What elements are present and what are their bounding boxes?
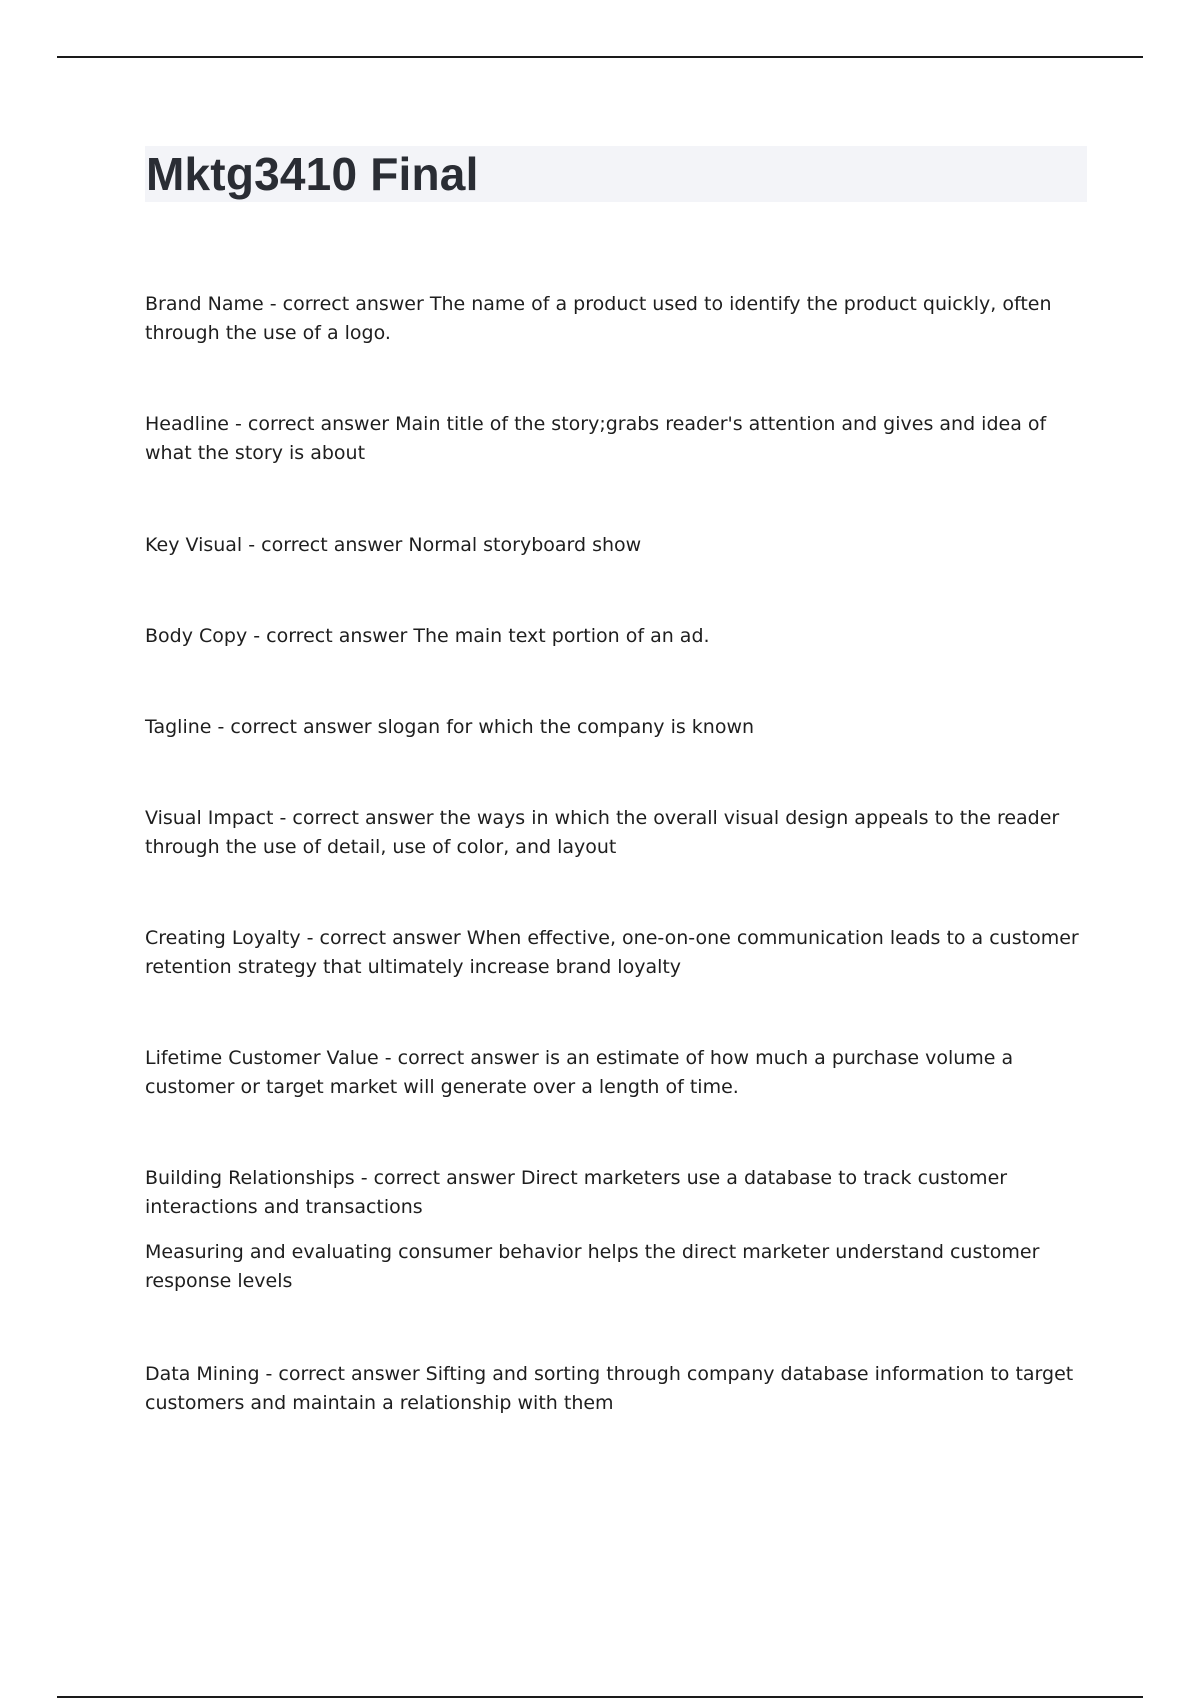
entry-body-copy: Body Copy - correct answer The main text portion of an ad. — [145, 625, 710, 647]
entry-building-relationships — [145, 1164, 1090, 1296]
page-title: Mktg3410 Final — [146, 148, 479, 200]
entry-lifetime-customer-value: Lifetime Customer Value - correct answer is an estimate of how much a purchase volume a customer or target market will generate over a length of time. — [145, 1047, 1014, 1098]
top-rule — [57, 56, 1143, 58]
entry-data-mining: Data Mining - correct answer Sifting and sorting through company database information to target customers and maintain a relationship with them — [145, 1363, 1074, 1414]
bottom-rule — [57, 1696, 1143, 1698]
entry-headline: Headline - correct answer Main title of the story;grabs reader's attention and gives and idea of what the story is about — [145, 413, 1047, 464]
entry-key-visual: Key Visual - correct answer Normal storyboard show — [145, 534, 642, 556]
entry-brand-name: Brand Name - correct answer The name of a product used to identify the product quickly, often through the use of a logo. — [145, 293, 1052, 344]
entry-building-relationships-text: Building Relationships - correct answer Direct marketers use a database to track customer interactions and transactions — [145, 1167, 1008, 1218]
entry-building-relationships-extra: Measuring and evaluating consumer behavior helps the direct marketer understand customer response levels — [145, 1241, 1040, 1292]
entry-creating-loyalty: Creating Loyalty - correct answer When effective, one-on-one communication leads to a customer retention strategy that ultimately increase brand loyalty — [145, 927, 1079, 978]
entry-visual-impact: Visual Impact - correct answer the ways in which the overall visual design appeals to the reader through the use of detail, use of color, and layout — [145, 807, 1060, 858]
entry-tagline: Tagline - correct answer slogan for which the company is known — [145, 716, 755, 738]
